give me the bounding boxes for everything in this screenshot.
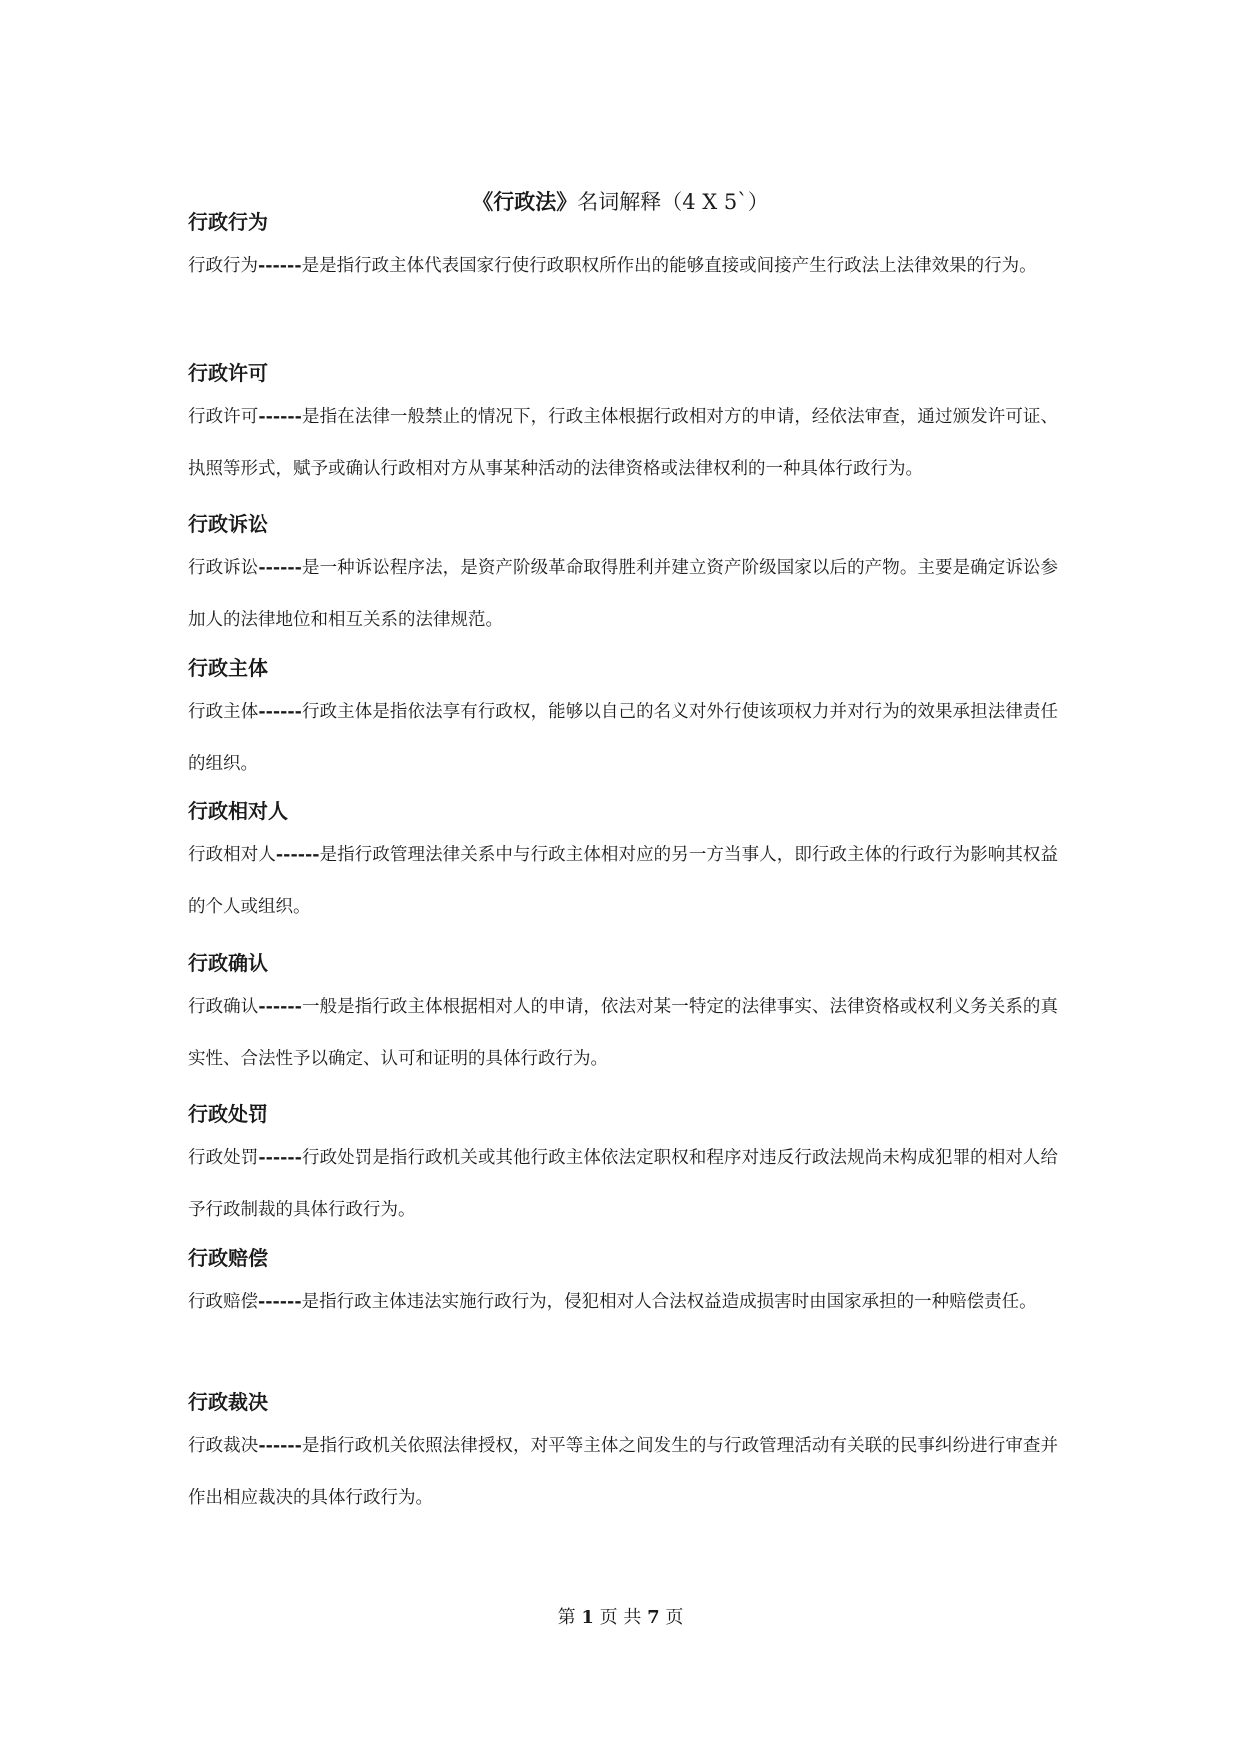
term-name: 行政诉讼	[188, 558, 259, 578]
term-entry	[188, 796, 1058, 933]
term-name: 行政处罚	[188, 1148, 259, 1168]
term-heading: 行政确认	[188, 951, 268, 975]
page-label-mid: 页 共	[599, 1607, 642, 1628]
title-main: 《行政法》	[472, 189, 578, 214]
definition-text: 一般是指行政主体根据相对人的申请，依法对某一特定的法律事实、法律资格或权利义务关系的真实性、合法性予以确定、认可和证明的具体行政行为。	[188, 997, 1059, 1069]
term-separator: ------	[258, 997, 302, 1017]
term-heading: 行政诉讼	[188, 512, 268, 536]
term-separator: ------	[258, 256, 302, 276]
term-separator: ------	[258, 1148, 302, 1168]
term-entry	[188, 1243, 1058, 1328]
term-entry	[188, 1387, 1058, 1524]
definition-text: 行政处罚是指行政机关或其他行政主体依法定职权和程序对违反行政法规尚未构成犯罪的相对人给予行政制裁的具体行政行为。	[188, 1148, 1059, 1220]
term-name: 行政主体	[188, 702, 259, 722]
definition-text: 是指行政主体违法实施行政行为，侵犯相对人合法权益造成损害时由国家承担的一种赔偿责任。	[301, 1292, 1037, 1312]
term-entry	[188, 509, 1058, 646]
page-number-footer	[0, 1605, 1241, 1631]
term-separator: ------	[258, 1292, 302, 1312]
term-name: 行政确认	[188, 997, 259, 1017]
term-definition	[188, 391, 1058, 495]
definition-text: 行政主体是指依法享有行政权，能够以自己的名义对外行使该项权力并对行为的效果承担法律责任的组织。	[188, 702, 1059, 774]
term-separator: ------	[258, 1436, 302, 1456]
term-definition	[188, 829, 1058, 933]
term-heading: 行政赔偿	[188, 1246, 268, 1270]
term-separator: ------	[258, 702, 302, 722]
term-name: 行政行为	[188, 256, 258, 276]
term-heading: 行政裁决	[188, 1390, 268, 1414]
term-entry	[188, 207, 1058, 292]
term-definition	[188, 1276, 1058, 1328]
term-name: 行政相对人	[188, 845, 276, 865]
term-separator: ------	[258, 558, 302, 578]
term-separator: ------	[275, 845, 320, 865]
term-definition	[188, 240, 1058, 292]
definition-text: 是是指行政主体代表国家行使行政职权所作出的能够直接或间接产生行政法上法律效果的行为。	[301, 256, 1037, 276]
term-heading: 行政许可	[188, 361, 268, 385]
definition-text: 是指在法律一般禁止的情况下，行政主体根据行政相对方的申请，经依法审查，通过颁发许可证、执照等形式，赋予或确认行政相对方从事某种活动的法律资格或法律权利的一种具体行政行为。	[188, 407, 1059, 479]
term-heading: 行政行为	[188, 210, 268, 234]
title-subtitle: 名词解释（4 X 5`）	[577, 190, 769, 214]
term-heading: 行政处罚	[188, 1102, 268, 1126]
term-name: 行政赔偿	[188, 1292, 258, 1312]
term-heading: 行政相对人	[188, 799, 288, 823]
term-definition	[188, 1420, 1058, 1524]
term-name: 行政裁决	[188, 1436, 259, 1456]
term-name: 行政许可	[188, 407, 259, 427]
term-entry	[188, 653, 1058, 790]
page-label-prefix: 第	[557, 1607, 576, 1628]
definition-text: 是一种诉讼程序法，是资产阶级革命取得胜利并建立资产阶级国家以后的产物。主要是确定诉讼参加人的法律地位和相互关系的法律规范。	[188, 558, 1059, 630]
term-entry	[188, 948, 1058, 1085]
definition-text: 是指行政机关依照法律授权，对平等主体之间发生的与行政管理活动有关联的民事纠纷进行审查并作出相应裁决的具体行政行为。	[188, 1436, 1059, 1508]
term-entry	[188, 358, 1058, 495]
term-definition	[188, 1132, 1058, 1236]
term-separator: ------	[258, 407, 302, 427]
term-definition	[188, 981, 1058, 1085]
term-heading: 行政主体	[188, 656, 268, 680]
term-entry	[188, 1099, 1058, 1236]
term-definition	[188, 542, 1058, 646]
term-definition	[188, 686, 1058, 790]
page-label-suffix: 页	[665, 1607, 684, 1628]
total-pages-number: 7	[647, 1607, 660, 1628]
definition-text: 是指行政管理法律关系中与行政主体相对应的另一方当事人，即行政主体的行政行为影响其权益的个人或组织。	[188, 845, 1059, 917]
current-page-number: 1	[581, 1607, 594, 1628]
